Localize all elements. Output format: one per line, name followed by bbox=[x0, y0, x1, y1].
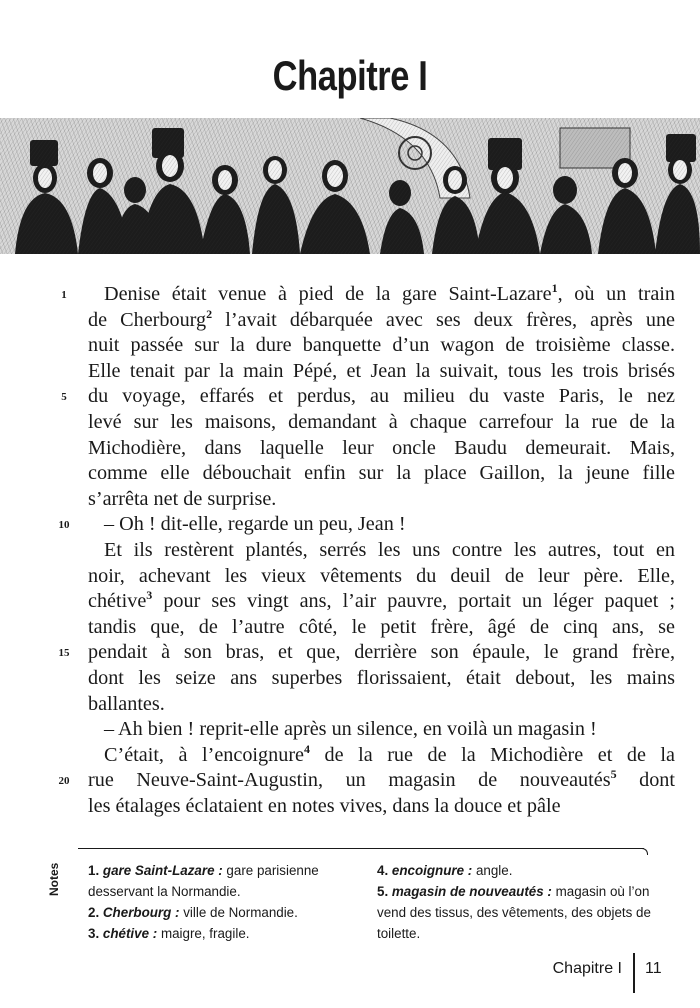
text-run: de Cherbourg bbox=[88, 308, 207, 331]
text-run: Et ils restèrent plantés, serrés les uns contre les autres, tout en bbox=[104, 538, 675, 561]
text-line bbox=[88, 384, 675, 410]
text-run: ballantes. bbox=[88, 692, 165, 715]
footnote-item bbox=[377, 860, 667, 881]
text-line bbox=[88, 666, 675, 692]
footnote-marker: 5 bbox=[610, 767, 617, 782]
text-line bbox=[88, 436, 675, 462]
text-line bbox=[88, 794, 675, 820]
footnote-item bbox=[88, 902, 358, 923]
text-line bbox=[88, 589, 675, 615]
chapter-title: Chapitre I bbox=[272, 52, 428, 99]
footnote-marker: 1 bbox=[551, 281, 558, 295]
footnote-term: Cherbourg : bbox=[102, 905, 180, 920]
footnote-number: 2. bbox=[88, 905, 103, 920]
text-line bbox=[88, 461, 675, 487]
text-line bbox=[88, 743, 675, 769]
text-line bbox=[88, 768, 675, 794]
text-line bbox=[88, 282, 675, 308]
footnote-marker: 2 bbox=[206, 306, 213, 321]
text-line bbox=[88, 692, 675, 718]
text-line bbox=[88, 410, 675, 436]
text-run: tandis que, de l’autre côté, le petit frère, âgé de cinq ans, se bbox=[88, 615, 675, 638]
footnote-definition: ville de Normandie. bbox=[179, 905, 298, 920]
text-run: comme elle débouchait enfin sur la place Gaillon, la jeune fille bbox=[88, 462, 675, 485]
line-number: 5 bbox=[61, 391, 67, 403]
text-run: pour ses vingt ans, l’air pauvre, portait un léger paquet ; bbox=[152, 590, 675, 613]
text-run: dont les seize ans superbes florissaient, était debout, les mains bbox=[88, 666, 675, 689]
text-run: pendait à son bras, et que, derrière son épaule, le grand frère, bbox=[88, 641, 675, 664]
text-line bbox=[88, 308, 675, 334]
text-line bbox=[88, 717, 675, 743]
footnote-definition: gare parisienne desservant la Normandie. bbox=[88, 863, 319, 899]
footnote-term: encoignure : bbox=[391, 863, 473, 878]
text-run: chétive bbox=[88, 590, 147, 613]
footnote-number: 4. bbox=[377, 863, 392, 878]
text-run: Elle tenait par la main Pépé, et Jean la suivait, tous les trois brisés bbox=[88, 359, 675, 382]
text-line bbox=[88, 333, 675, 359]
notes-column-left bbox=[88, 860, 358, 944]
footnote-item bbox=[88, 923, 358, 944]
text-line bbox=[88, 640, 675, 666]
page-number: 11 bbox=[645, 960, 662, 977]
footnote-definition: angle. bbox=[472, 863, 513, 878]
text-run: les étalages éclataient en notes vives, dans la douce et pâle bbox=[88, 794, 561, 817]
text-run: de la rue de la Michodière et de la bbox=[310, 743, 675, 766]
text-run: Denise était venue à pied de la gare Saint-Lazare bbox=[104, 283, 552, 305]
footnote-number: 3. bbox=[88, 926, 103, 941]
footnote-definition: magasin où l’on vend des tissus, des vêtements, des objets de toilette. bbox=[377, 884, 651, 941]
text-run: , où un train bbox=[557, 283, 675, 305]
engraving-crowd-illustration bbox=[0, 118, 700, 254]
text-run: s’arrêta net de surprise. bbox=[88, 487, 277, 510]
text-run: – Oh ! dit-elle, regarde un peu, Jean ! bbox=[104, 513, 406, 536]
text-line bbox=[88, 487, 675, 513]
footnote-term: chétive : bbox=[102, 926, 158, 941]
footnote-marker: 3 bbox=[146, 588, 153, 603]
text-run: C’était, à l’encoignure bbox=[104, 743, 305, 766]
text-run: – Ah bien ! reprit-elle après un silence, en voilà un magasin ! bbox=[104, 718, 597, 741]
notes-divider bbox=[78, 848, 644, 849]
text-line bbox=[88, 564, 675, 590]
notes-column-right bbox=[377, 860, 667, 944]
text-run: Michodière, dans laquelle leur oncle Baudu demeurait. Mais, bbox=[88, 436, 675, 459]
text-run: du voyage, effarés et perdus, au milieu du vaste Paris, le nez bbox=[88, 385, 675, 408]
line-number: 20 bbox=[58, 775, 70, 787]
text-run: noir, achevant les vieux vêtements du deuil de leur père. Elle, bbox=[88, 564, 675, 587]
body-text bbox=[88, 282, 675, 819]
footnote-definition: maigre, fragile. bbox=[157, 926, 250, 941]
footnote-number: 5. bbox=[377, 884, 392, 899]
text-run: rue Neuve-Saint-Augustin, un magasin de nouveautés bbox=[88, 769, 611, 792]
footnote-term: magasin de nouveautés : bbox=[391, 884, 552, 899]
footer-divider bbox=[633, 953, 635, 993]
footnote-number: 1. bbox=[88, 863, 103, 878]
text-run: l’avait débarquée avec ses deux frères, après une bbox=[212, 308, 675, 331]
footer-chapter-label: Chapitre I bbox=[552, 960, 622, 977]
text-line bbox=[88, 359, 675, 385]
footnote-term: gare Saint-Lazare : bbox=[102, 863, 223, 878]
text-line bbox=[88, 512, 675, 538]
footnote-item bbox=[88, 860, 358, 902]
text-run: nuit passée sur la dure banquette d’un wagon de troisième classe. bbox=[88, 334, 675, 357]
footnote-item bbox=[377, 881, 667, 944]
footnote-marker: 4 bbox=[304, 741, 311, 756]
text-line bbox=[88, 538, 675, 564]
text-run: dont bbox=[616, 769, 676, 792]
notes-label: Notes bbox=[47, 862, 61, 896]
line-number: 10 bbox=[58, 519, 70, 531]
text-line bbox=[88, 615, 675, 641]
line-number: 15 bbox=[58, 647, 70, 659]
line-number: 1 bbox=[61, 289, 67, 301]
text-run: levé sur les maisons, demandant à chaque carrefour la rue de la bbox=[88, 410, 675, 433]
